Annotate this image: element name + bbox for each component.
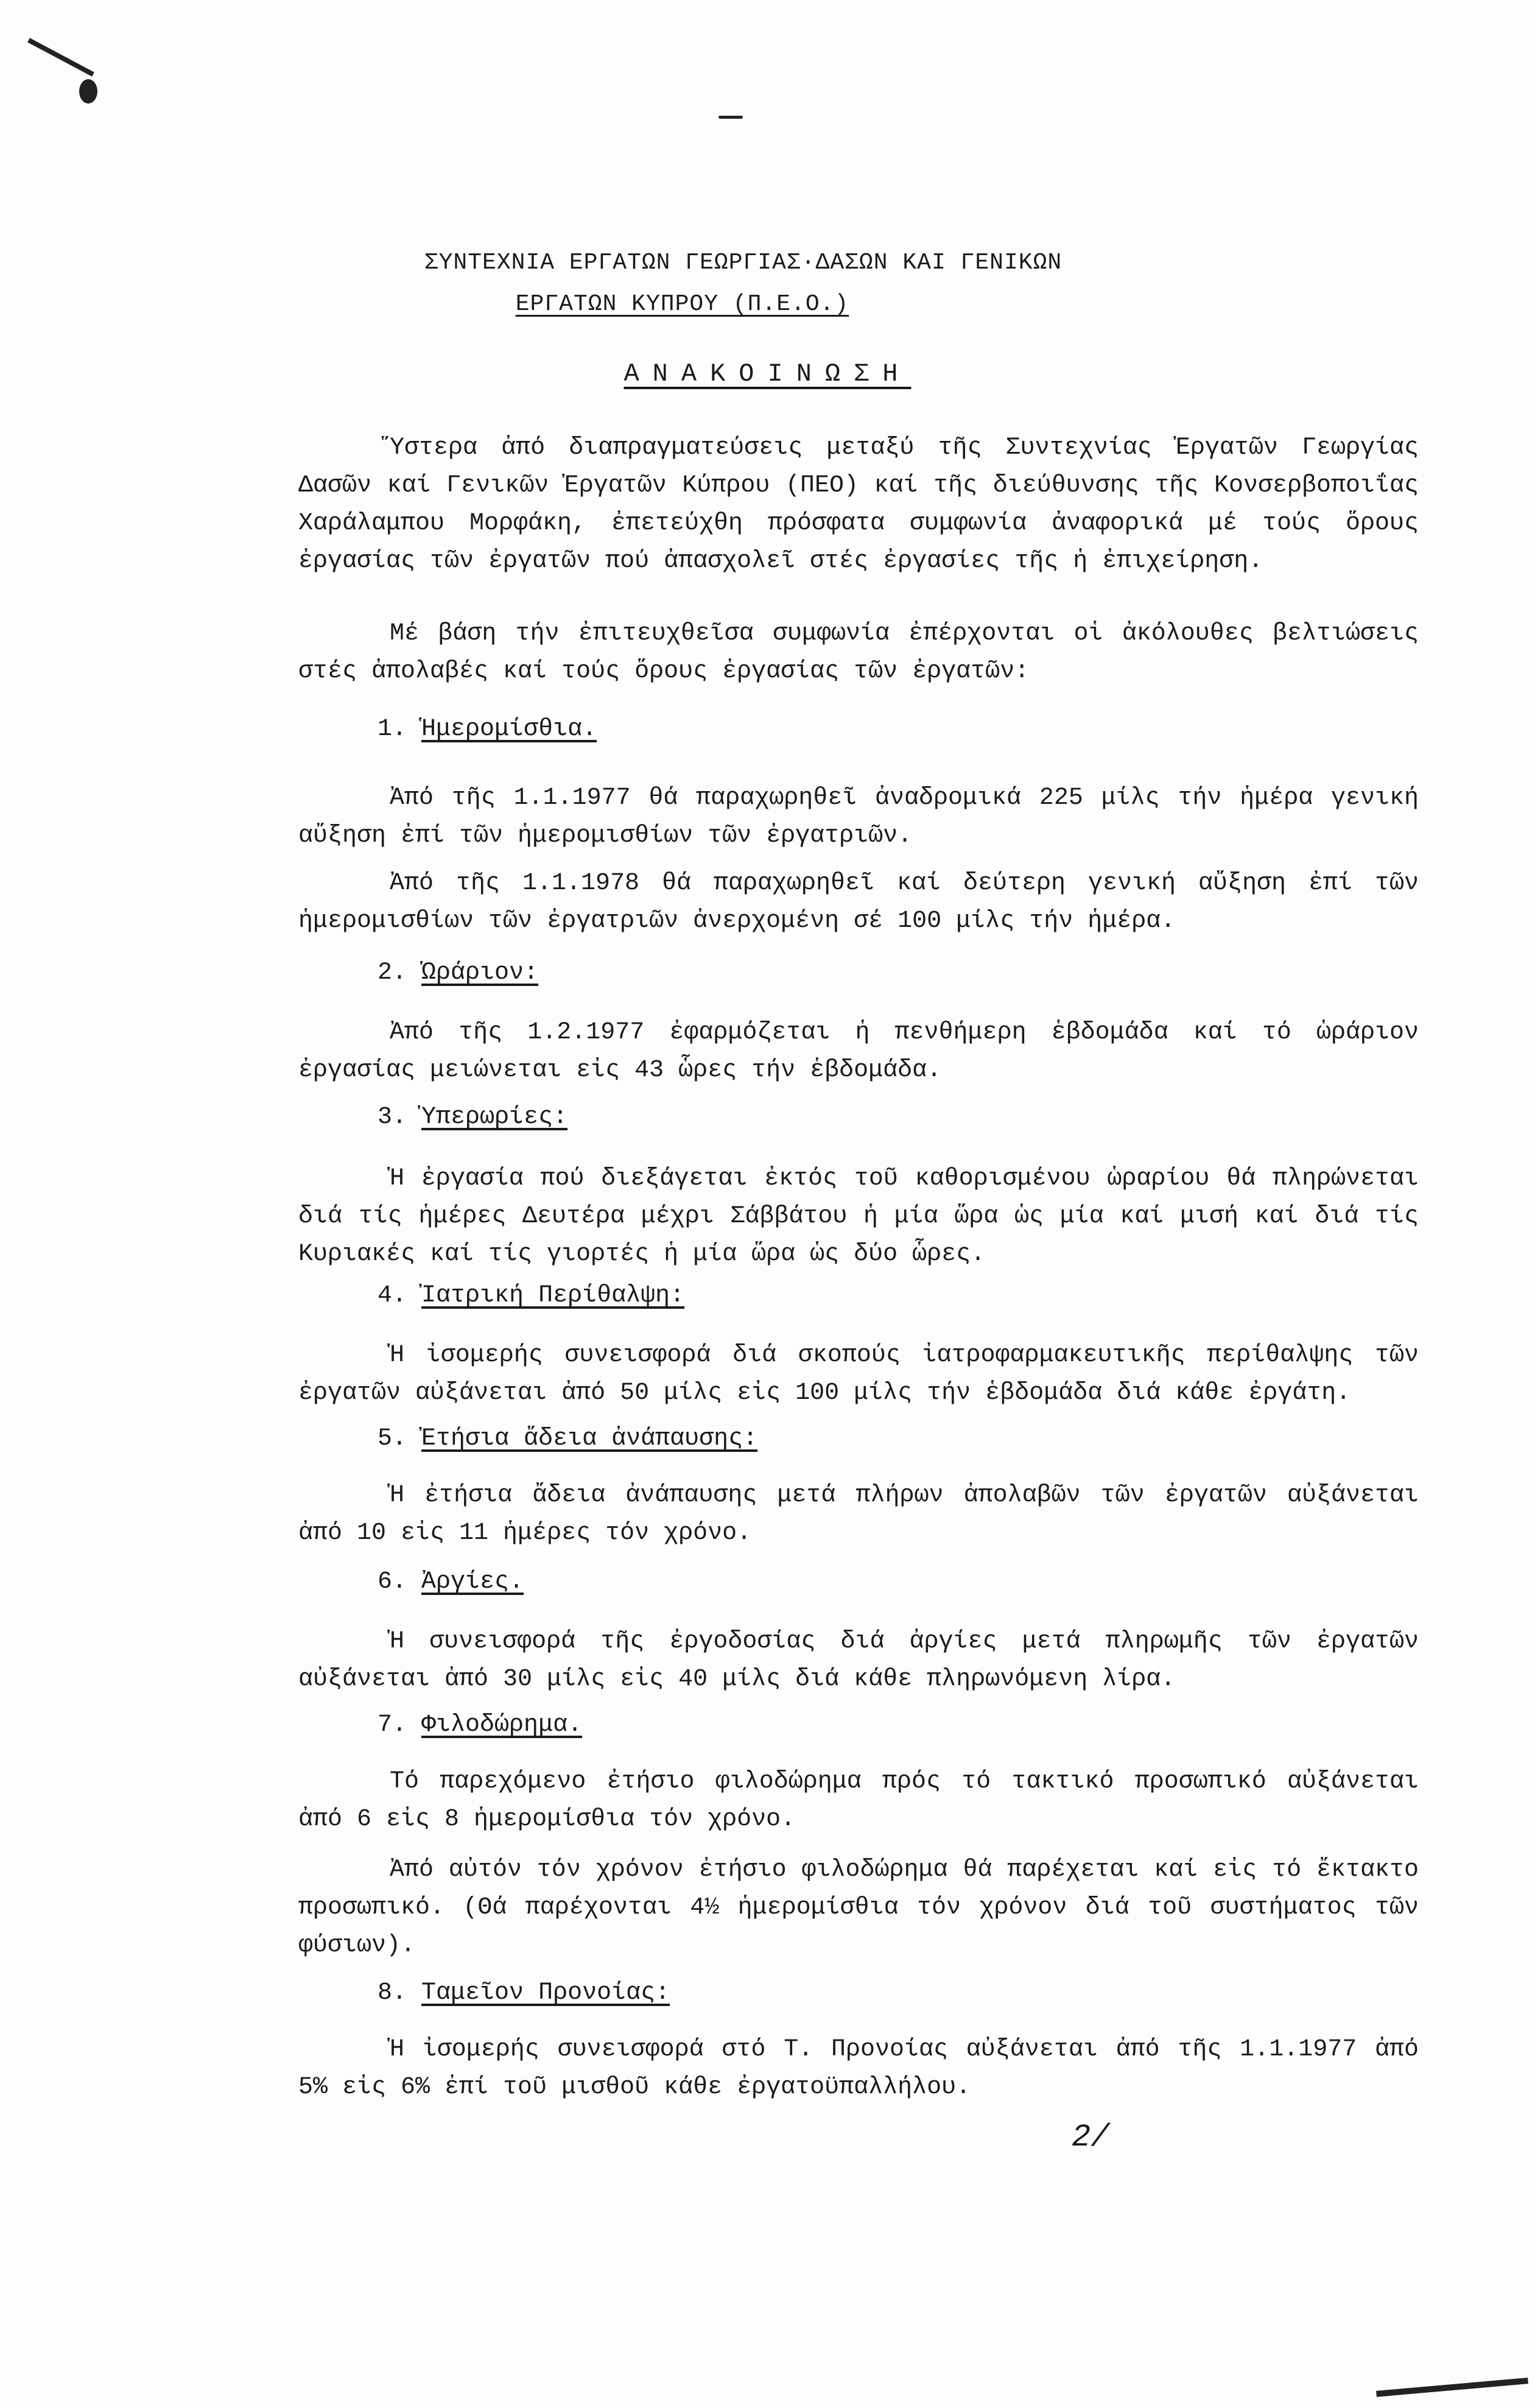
page-number: 2/ — [1072, 2119, 1110, 2155]
section-3-paragraph-1: Ἡ ἐργασία πού διεξάγεται ἐκτός τοῦ καθορισμένου ὡραρίου θά πληρώνεται διά τίς ἡμέρες Δευτέρα μέχρι Σάββάτου ἡ μία ὥρα ὡς μία καί μισή καί διά τίς Κυριακές καί τίς γιορτές ἡ μία ὥρα ὡς δύο ὧρες. — [298, 1165, 1419, 1268]
section-1-paragraph-2: Ἀπό τῆς 1.1.1978 θά παραχωρηθεῖ καί δεύτερη γενική αὔξηση ἐπί τῶν ἡμερομισθίων τῶν ἐργατριῶν ἀνερχομένη σέ 100 μίλς τήν ἡμέρα. — [298, 870, 1419, 935]
section-1-paragraph-1: Ἀπό τῆς 1.1.1977 θά παραχωρηθεῖ ἀναδρομικά 225 μίλς τήν ἡμέρα γενική αὔξηση ἐπί τῶν ἡμερομισθίων τῶν ἐργατριῶν. — [298, 784, 1419, 850]
section-8-paragraph-1: Ἡ ἰσομερής συνεισφορά στό Τ. Προνοίας αὐξάνεται ἀπό τῆς 1.1.1977 ἀπό 5% εἰς 6% ἐπί τοῦ μισθοῦ κάθε ἐργατοϋπαλλήλου. — [298, 2036, 1419, 2101]
union-name-line-1: ΣΥΝΤΕΧΝΙΑ ΕΡΓΑΤΩΝ ΓΕΩΡΓΙΑΣ·ΔΑΣΩΝ ΚΑΙ ΓΕΝΙΚΩΝ — [424, 250, 1063, 276]
section-4-paragraph-1: Ἡ ἰσομερής συνεισφορά διά σκοπούς ἰατροφαρμακευτικῆς περίθαλψης τῶν ἐργατῶν αὐξάνεται ἀπό 50 μίλς εἰς 100 μίλς τήν ἑβδομάδα διά κάθε ἐργάτη. — [298, 1342, 1419, 1407]
section-heading-1: 1. Ἡμερομίσθια. — [378, 716, 597, 743]
union-name-line-2: ΕΡΓΑΤΩΝ ΚΥΠΡΟΥ (Π.Ε.Ο.) — [515, 291, 849, 317]
scan-mark-bottom-right — [1376, 2378, 1528, 2397]
scan-mark-top-left-blot — [79, 79, 97, 104]
section-7-paragraph-2: Ἀπό αὐτόν τόν χρόνον ἐτήσιο φιλοδώρημα θά παρέχεται καί εἰς τό ἔκτακτο προσωπικό. (Θά παρέχονται 4½ ἡμερομίσθια τόν χρόνον διά τοῦ συστήματος τῶν φύσιων). — [298, 1856, 1419, 1959]
intro-paragraph-2: Μέ βάση τήν ἐπιτευχθεῖσα συμφωνία ἐπέρχονται οἱ ἀκόλουθες βελτιώσεις στές ἀπολαβές καί τούς ὅρους ἐργασίας τῶν ἐργατῶν: — [298, 620, 1419, 685]
section-heading-7: 7. Φιλοδώρημα. — [378, 1711, 583, 1739]
section-heading-4: 4. Ἰατρική Περίθαλψη: — [378, 1282, 685, 1309]
section-2-paragraph-1: Ἀπό τῆς 1.2.1977 ἐφαρμόζεται ἡ πενθήμερη ἑβδομάδα καί τό ὡράριον ἐργασίας μειώνεται εἰς 43 ὧρες τήν ἑβδομάδα. — [298, 1019, 1419, 1084]
section-heading-3: 3. Ὑπερωρίες: — [378, 1104, 568, 1131]
document-title: ΑΝΑΚΟΙΝΩΣΗ — [623, 359, 912, 389]
section-5-paragraph-1: Ἡ ἐτήσια ἄδεια ἀνάπαυσης μετά πλήρων ἀπολαβῶν τῶν ἐργατῶν αὐξάνεται ἀπό 10 εἰς 11 ἡμέρες τόν χρόνο. — [298, 1482, 1419, 1547]
section-heading-6: 6. Ἀργίες. — [378, 1568, 524, 1596]
section-7-paragraph-1: Τό παρεχόμενο ἐτήσιο φιλοδώρημα πρός τό τακτικό προσωπικό αὐξάνεται ἀπό 6 εἰς 8 ἡμερομίσθια τόν χρόνο. — [298, 1768, 1419, 1833]
section-heading-2: 2. Ὡράριον: — [378, 959, 539, 987]
section-6-paragraph-1: Ἡ συνεισφορά τῆς ἐργοδοσίας διά ἀργίες μετά πληρωμῆς τῶν ἐργατῶν αὐξάνεται ἀπό 30 μίλς εἰς 40 μίλς διά κάθε πληρωνόμενη λίρα. — [298, 1628, 1419, 1693]
section-heading-5: 5. Ἐτήσια ἄδεια ἀνάπαυσης: — [378, 1425, 758, 1452]
scan-mark-top-center — [718, 116, 743, 119]
scan-mark-top-left — [27, 38, 94, 76]
intro-paragraph-1: Ὕστερα ἀπό διαπραγματεύσεις μεταξύ τῆς Συντεχνίας Ἐργατῶν Γεωργίας Δασῶν καί Γενικῶν Ἐργατῶν Κύπρου (ΠΕΟ) καί τῆς διεύθυνσης τῆς Κονσερβοποιΐας Χαράλαμπου Μορφάκη, ἐπετεύχθη πρόσφατα συμφωνία ἀναφορικά μέ τούς ὅρους ἐργασίας τῶν ἐργατῶν πού ἀπασχολεῖ στές ἐργασίες τῆς ἡ ἐπιχείρηση. — [298, 434, 1419, 575]
section-heading-8: 8. Ταμεῖον Προνοίας: — [378, 1979, 670, 2007]
